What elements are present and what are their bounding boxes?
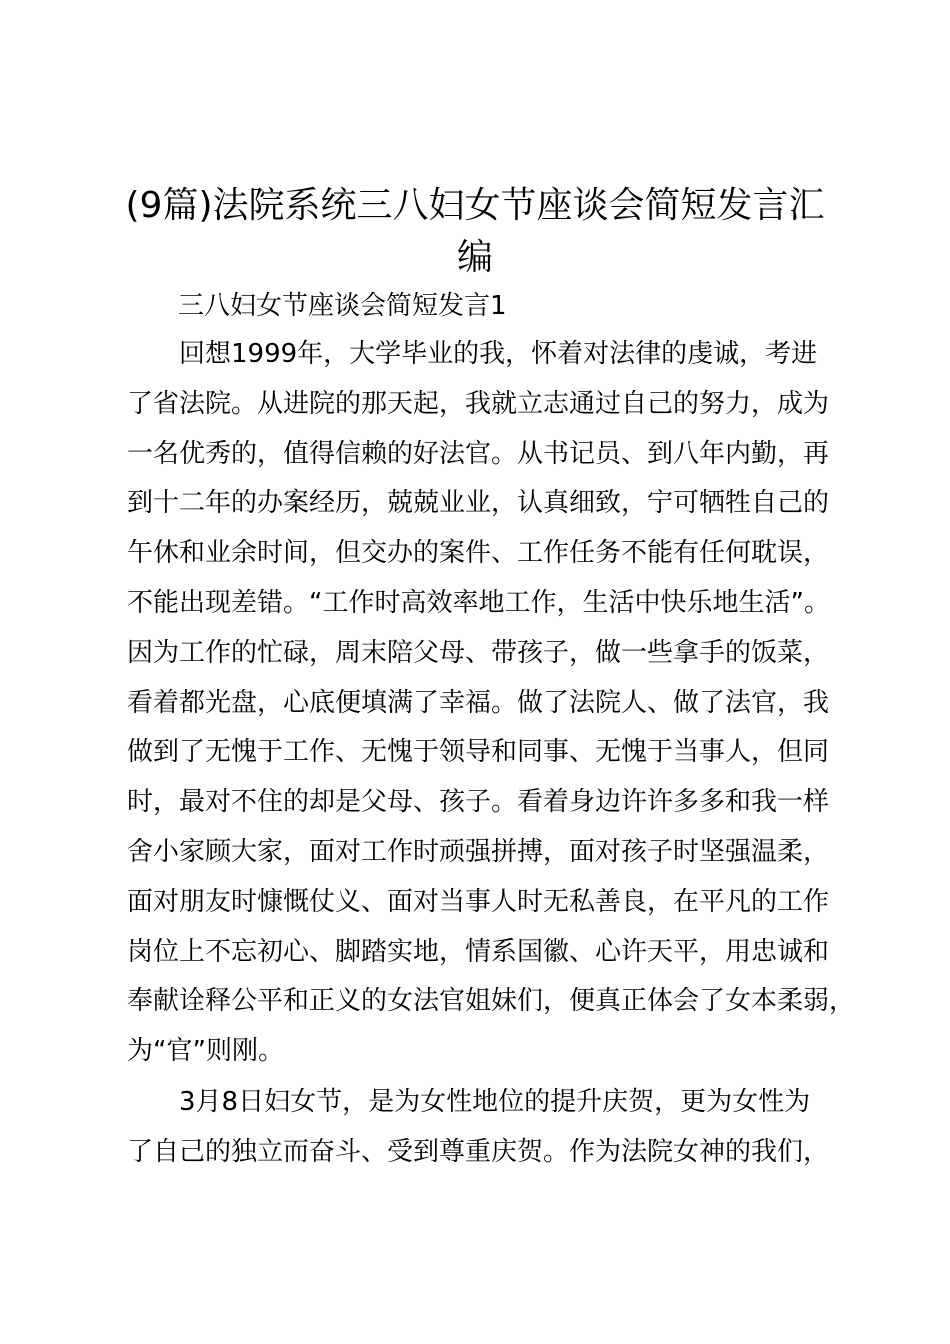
text-line: 3月8日妇女节，是为女性地位的提升庆贺，更为女性为 (127, 1087, 811, 1117)
text-line: 了自己的独立而奋斗、受到尊重庆贺。作为法院女神的我们， (127, 1136, 830, 1167)
title-line-1: (9篇)法院系统三八妇女节座谈会简短发言汇 (125, 185, 825, 226)
text-line: 岗位上不忘初心、脚踏实地，情系国徽、心许天平，用忠诚和 (127, 936, 830, 967)
text-line: 午休和业余时间，但交办的案件、工作任务不能有任何耽误， (127, 538, 830, 569)
section-heading: 三八妇女节座谈会简短发言1 (178, 291, 507, 321)
text-line: 为“官”则刚。 (127, 1036, 284, 1067)
text-line: 面对朋友时慷慨仗义、面对当事人时无私善良，在平凡的工作 (127, 886, 830, 917)
text-line: 奉献诠释公平和正义的女法官姐妹们，便真正体会了女本柔弱， (127, 986, 856, 1017)
paragraph-1 (127, 330, 856, 1077)
text-line: 舍小家顾大家，面对工作时顽强拼搏，面对孩子时坚强温柔， (127, 836, 830, 867)
text-line: 到十二年的办案经历，兢兢业业，认真细致，宁可牺牲自己的 (127, 488, 830, 519)
text-line: 做到了无愧于工作、无愧于领导和同事、无愧于当事人，但同 (127, 737, 830, 768)
title-line-2: 编 (456, 237, 493, 278)
text-line: 一名优秀的，值得信赖的好法官。从书记员、到八年内勤，再 (127, 438, 830, 469)
paragraph-2 (127, 1078, 837, 1178)
text-line: 因为工作的忙碌，周末陪父母、带孩子，做一些拿手的饭菜， (127, 637, 830, 668)
text-line: 回想1999年，大学毕业的我，怀着对法律的虔诚，考进 (127, 339, 818, 369)
text-line: 时，最对不住的却是父母、孩子。看着身边许许多多和我一样 (127, 787, 830, 818)
text-line: 不能出现差错。“工作时高效率地工作，生活中快乐地生活”。 (127, 587, 830, 618)
document-title (110, 180, 840, 284)
text-line: 看着都光盘，心底便填满了幸福。做了法院人、做了法官，我 (127, 687, 830, 718)
text-line: 了省法院。从进院的那天起，我就立志通过自己的努力，成为 (127, 388, 830, 419)
